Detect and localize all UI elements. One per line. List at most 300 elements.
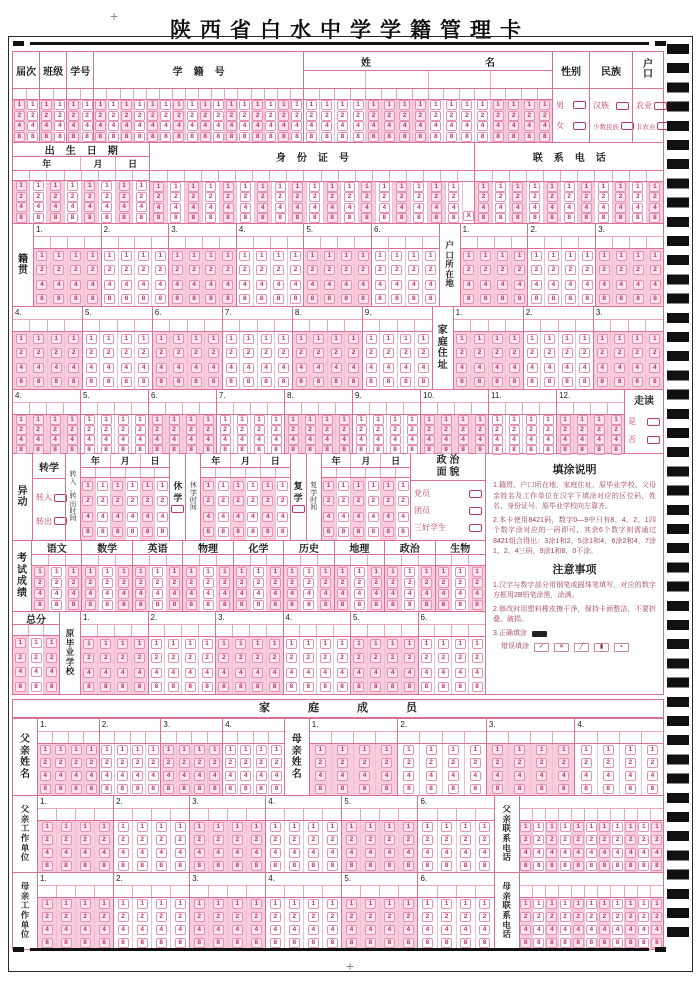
bubble-2[interactable]: 2 [252, 653, 263, 663]
bubble-8[interactable]: 8 [368, 132, 379, 142]
bubble-8[interactable]: 8 [509, 377, 520, 387]
bubble-4[interactable]: 4 [168, 668, 179, 678]
bubble-4[interactable]: 4 [225, 771, 236, 781]
bubble-1[interactable]: 1 [323, 481, 334, 491]
bubble-4[interactable]: 4 [470, 771, 481, 781]
bubble-1[interactable]: 1 [520, 822, 531, 832]
bubble-4[interactable]: 4 [132, 771, 143, 781]
write-cell[interactable] [102, 237, 118, 248]
bubble-2[interactable]: 2 [137, 835, 148, 845]
bubble-1[interactable]: 1 [101, 181, 112, 191]
bubble-4[interactable]: 4 [68, 121, 79, 131]
bubble-4[interactable]: 4 [187, 121, 198, 131]
bubble-4[interactable]: 4 [101, 771, 112, 781]
bubble-2[interactable]: 2 [384, 912, 395, 922]
bubble-8[interactable]: 8 [616, 294, 627, 304]
bubble-2[interactable]: 2 [239, 265, 250, 275]
bubble-8[interactable]: 8 [226, 132, 237, 142]
write-cell[interactable] [81, 625, 97, 636]
bubble-8[interactable]: 8 [495, 213, 506, 223]
bubble-1[interactable]: 1 [117, 745, 128, 755]
bubble-8[interactable]: 8 [84, 445, 95, 455]
bubble-2[interactable]: 2 [232, 835, 243, 845]
bubble-2[interactable]: 2 [365, 912, 376, 922]
bubble-1[interactable]: 1 [278, 334, 289, 344]
bubble-1[interactable]: 1 [404, 639, 415, 649]
bubble-4[interactable]: 4 [142, 512, 153, 522]
bubble-8[interactable]: 8 [68, 600, 79, 610]
write-cell[interactable] [13, 171, 29, 180]
bubble-1[interactable]: 1 [179, 745, 190, 755]
write-cell[interactable] [253, 732, 268, 743]
bubble-4[interactable]: 4 [108, 121, 119, 131]
bubble-8[interactable]: 8 [121, 377, 132, 387]
write-cell[interactable] [470, 320, 488, 331]
bubble-1[interactable]: 1 [236, 567, 247, 577]
bubble-4[interactable]: 4 [271, 771, 282, 781]
bubble-2[interactable]: 2 [108, 111, 119, 121]
bubble-2[interactable]: 2 [403, 835, 414, 845]
bubble-8[interactable]: 8 [148, 784, 159, 794]
write-cell[interactable] [437, 403, 454, 414]
write-cell[interactable] [375, 732, 397, 743]
bubble-2[interactable]: 2 [413, 192, 424, 202]
bubble-1[interactable]: 1 [546, 822, 557, 832]
bubble-4[interactable]: 4 [101, 435, 112, 445]
bubble-2[interactable]: 2 [33, 348, 44, 358]
bubble-1[interactable]: 1 [121, 100, 132, 110]
write-cell[interactable] [53, 89, 67, 99]
bubble-1[interactable]: 1 [86, 334, 97, 344]
bubble-8[interactable]: 8 [138, 377, 149, 387]
bubble-1[interactable]: 1 [270, 822, 281, 832]
bubble-1[interactable]: 1 [478, 182, 489, 192]
write-cell[interactable] [199, 403, 216, 414]
bubble-1[interactable]: 1 [68, 567, 79, 577]
bubble-1[interactable]: 1 [275, 182, 286, 192]
write-cell[interactable] [130, 732, 145, 743]
bubble-4[interactable]: 4 [173, 363, 184, 373]
bubble-8[interactable]: 8 [147, 132, 158, 142]
bubble-1[interactable]: 1 [138, 334, 149, 344]
bubble-2[interactable]: 2 [381, 758, 392, 768]
bubble-8[interactable]: 8 [365, 861, 376, 871]
bubble-4[interactable]: 4 [560, 848, 571, 858]
bubble-8[interactable]: 8 [422, 861, 433, 871]
bubble-4[interactable]: 4 [68, 589, 79, 599]
bubble-4[interactable]: 4 [121, 121, 132, 131]
bubble-4[interactable]: 4 [200, 121, 211, 131]
bubble-2[interactable]: 2 [527, 348, 538, 358]
bubble-8[interactable]: 8 [33, 377, 44, 387]
bubble-1[interactable]: 1 [156, 899, 167, 909]
bubble-4[interactable]: 4 [463, 280, 474, 290]
bubble-4[interactable]: 4 [85, 589, 96, 599]
write-cell[interactable] [145, 732, 160, 743]
bubble-1[interactable]: 1 [84, 181, 95, 191]
write-cell[interactable] [436, 555, 452, 565]
bubble-4[interactable]: 4 [320, 668, 331, 678]
write-cell[interactable] [545, 809, 558, 820]
bubble-8[interactable]: 8 [387, 600, 398, 610]
write-cell[interactable] [412, 89, 428, 99]
bubble-4[interactable]: 4 [403, 848, 414, 858]
bubble-2[interactable]: 2 [84, 192, 95, 202]
bubble-8[interactable]: 8 [514, 294, 525, 304]
bubble-2[interactable]: 2 [152, 578, 163, 588]
bubble-1[interactable]: 1 [118, 415, 129, 425]
bubble-2[interactable]: 2 [68, 111, 79, 121]
bubble-4[interactable]: 4 [529, 203, 540, 213]
bubble-8[interactable]: 8 [379, 213, 390, 223]
bubble-8[interactable]: 8 [421, 600, 432, 610]
bubble-2[interactable]: 2 [121, 265, 132, 275]
bubble-8[interactable]: 8 [413, 213, 424, 223]
bubble-8[interactable]: 8 [633, 294, 644, 304]
bubble-1[interactable]: 1 [384, 822, 395, 832]
bubble-2[interactable]: 2 [324, 265, 335, 275]
write-cell[interactable] [28, 625, 44, 635]
bubble-8[interactable]: 8 [134, 132, 145, 142]
bubble-2[interactable]: 2 [327, 835, 338, 845]
bubble-8[interactable]: 8 [112, 527, 123, 537]
bubble-2[interactable]: 2 [446, 111, 457, 121]
write-cell[interactable] [596, 237, 612, 248]
write-cell[interactable] [223, 320, 239, 331]
write-cell[interactable] [287, 237, 304, 248]
bubble-2[interactable]: 2 [431, 192, 442, 202]
bubble-8[interactable]: 8 [479, 938, 490, 948]
bubble-2[interactable]: 2 [353, 653, 364, 663]
bubble-1[interactable]: 1 [54, 100, 65, 110]
bubble-4[interactable]: 4 [564, 203, 575, 213]
write-cell[interactable] [264, 89, 277, 99]
bubble-4[interactable]: 4 [118, 925, 129, 935]
bubble-8[interactable]: 8 [50, 213, 61, 223]
bubble-8[interactable]: 8 [478, 213, 489, 223]
bubble-2[interactable]: 2 [61, 912, 72, 922]
bubble-4[interactable]: 4 [497, 280, 508, 290]
bubble-1[interactable]: 1 [155, 251, 166, 261]
bubble-1[interactable]: 1 [117, 639, 128, 649]
bubble-1[interactable]: 1 [320, 639, 331, 649]
bubble-1[interactable]: 1 [327, 182, 338, 192]
bubble-4[interactable]: 4 [632, 363, 643, 373]
bubble-2[interactable]: 2 [269, 653, 280, 663]
bubble-2[interactable]: 2 [156, 835, 167, 845]
write-cell[interactable] [170, 886, 189, 897]
bubble-1[interactable]: 1 [42, 899, 53, 909]
bubble-4[interactable]: 4 [514, 771, 525, 781]
bubble-1[interactable]: 1 [492, 745, 503, 755]
bubble-1[interactable]: 1 [194, 745, 205, 755]
bubble-2[interactable]: 2 [598, 192, 609, 202]
write-cell[interactable] [646, 171, 663, 181]
bubble-4[interactable]: 4 [384, 925, 395, 935]
bubble-8[interactable]: 8 [303, 682, 314, 692]
bubble-4[interactable]: 4 [291, 121, 302, 131]
bubble-4[interactable]: 4 [582, 280, 593, 290]
bubble-4[interactable]: 4 [543, 435, 554, 445]
write-cell[interactable] [629, 237, 646, 248]
bubble-8[interactable]: 8 [54, 132, 65, 142]
bubble-4[interactable]: 4 [597, 363, 608, 373]
bubble-2[interactable]: 2 [175, 912, 186, 922]
bubble-8[interactable]: 8 [218, 682, 229, 692]
bubble-1[interactable]: 1 [455, 567, 466, 577]
bubble-2[interactable]: 2 [560, 835, 571, 845]
bubble-1[interactable]: 1 [83, 639, 94, 649]
bubble-8[interactable]: 8 [239, 294, 250, 304]
bubble-1[interactable]: 1 [87, 251, 98, 261]
bubble-4[interactable]: 4 [156, 925, 167, 935]
bubble-4[interactable]: 4 [99, 848, 110, 858]
bubble-1[interactable]: 1 [448, 745, 459, 755]
bubble-4[interactable]: 4 [448, 771, 459, 781]
write-cell[interactable] [81, 403, 97, 414]
bubble-8[interactable]: 8 [448, 784, 459, 794]
bubble-8[interactable]: 8 [475, 445, 486, 455]
bubble-8[interactable]: 8 [173, 377, 184, 387]
write-cell[interactable] [218, 171, 235, 181]
bubble-2[interactable]: 2 [396, 192, 407, 202]
bubble-8[interactable]: 8 [189, 294, 200, 304]
bubble-4[interactable]: 4 [586, 848, 597, 858]
bubble-1[interactable]: 1 [544, 334, 555, 344]
bubble-1[interactable]: 1 [99, 822, 110, 832]
bubble-2[interactable]: 2 [408, 265, 419, 275]
bubble-8[interactable]: 8 [404, 682, 415, 692]
bubble-8[interactable]: 8 [288, 445, 299, 455]
write-cell[interactable] [56, 886, 75, 897]
bubble-4[interactable]: 4 [51, 363, 62, 373]
bubble-2[interactable]: 2 [270, 835, 281, 845]
bubble-4[interactable]: 4 [205, 203, 216, 213]
bubble-4[interactable]: 4 [581, 203, 592, 213]
bubble-8[interactable]: 8 [398, 527, 409, 537]
write-cell[interactable] [165, 403, 182, 414]
bubble-2[interactable]: 2 [303, 653, 314, 663]
bubble-8[interactable]: 8 [365, 938, 376, 948]
bubble-1[interactable]: 1 [647, 745, 658, 755]
write-cell[interactable] [331, 732, 353, 743]
write-cell[interactable] [153, 320, 169, 331]
bubble-8[interactable]: 8 [292, 213, 303, 223]
bubble-8[interactable]: 8 [16, 213, 27, 223]
bubble-4[interactable]: 4 [292, 203, 303, 213]
bubble-2[interactable]: 2 [277, 496, 288, 506]
bubble-8[interactable]: 8 [560, 938, 571, 948]
bubble-8[interactable]: 8 [67, 213, 78, 223]
bubble-2[interactable]: 2 [222, 265, 233, 275]
write-cell[interactable] [437, 809, 456, 820]
bubble-1[interactable]: 1 [632, 334, 643, 344]
bubble-8[interactable]: 8 [168, 682, 179, 692]
bubble-8[interactable]: 8 [348, 377, 359, 387]
bubble-2[interactable]: 2 [247, 496, 258, 506]
bubble-1[interactable]: 1 [455, 639, 466, 649]
write-cell[interactable] [401, 625, 418, 636]
bubble-2[interactable]: 2 [341, 265, 352, 275]
write-cell[interactable] [257, 320, 274, 331]
bubble-2[interactable]: 2 [226, 348, 237, 358]
bubble-1[interactable]: 1 [337, 100, 348, 110]
write-cell[interactable] [169, 320, 186, 331]
bubble-2[interactable]: 2 [338, 496, 349, 506]
write-cell[interactable] [266, 555, 283, 565]
bubble-2[interactable]: 2 [148, 758, 159, 768]
bubble-1[interactable]: 1 [474, 334, 485, 344]
bubble-4[interactable]: 4 [99, 925, 110, 935]
bubble-8[interactable]: 8 [651, 938, 662, 948]
write-cell[interactable] [454, 320, 471, 331]
bubble-8[interactable]: 8 [611, 445, 622, 455]
bubble-1[interactable]: 1 [612, 899, 623, 909]
bubble-4[interactable]: 4 [257, 203, 268, 213]
bubble-4[interactable]: 4 [625, 925, 636, 935]
bubble-2[interactable]: 2 [370, 653, 381, 663]
bubble-4[interactable]: 4 [560, 925, 571, 935]
bubble-1[interactable]: 1 [85, 567, 96, 577]
bubble-8[interactable]: 8 [100, 682, 111, 692]
write-cell[interactable] [237, 237, 253, 248]
bubble-4[interactable]: 4 [179, 771, 190, 781]
bubble-4[interactable]: 4 [16, 435, 27, 445]
write-cell[interactable] [75, 886, 94, 897]
bubble-2[interactable]: 2 [472, 578, 483, 588]
write-cell[interactable] [418, 555, 435, 565]
bubble-1[interactable]: 1 [34, 567, 45, 577]
bubble-8[interactable]: 8 [175, 861, 186, 871]
write-cell[interactable] [389, 171, 406, 181]
bubble-2[interactable]: 2 [209, 758, 220, 768]
bubble-8[interactable]: 8 [31, 682, 42, 692]
write-cell[interactable] [140, 468, 155, 477]
bubble-2[interactable]: 2 [303, 578, 314, 588]
bubble-4[interactable]: 4 [456, 363, 467, 373]
bubble-2[interactable]: 2 [151, 653, 162, 663]
write-cell[interactable] [169, 237, 185, 248]
bubble-4[interactable]: 4 [202, 668, 213, 678]
bubble-1[interactable]: 1 [271, 745, 282, 755]
bubble-2[interactable]: 2 [313, 348, 324, 358]
bubble-1[interactable]: 1 [99, 899, 110, 909]
bubble-8[interactable]: 8 [117, 682, 128, 692]
write-cell[interactable] [396, 89, 412, 99]
bubble-8[interactable]: 8 [533, 861, 544, 871]
write-cell[interactable] [405, 237, 422, 248]
write-cell[interactable] [115, 171, 132, 180]
write-cell[interactable] [322, 886, 341, 897]
bubble-4[interactable]: 4 [270, 848, 281, 858]
write-cell[interactable] [571, 886, 584, 897]
write-cell[interactable] [43, 625, 59, 635]
bubble-2[interactable]: 2 [404, 653, 415, 663]
bubble-1[interactable]: 1 [68, 100, 79, 110]
bubble-4[interactable]: 4 [337, 771, 348, 781]
bubble-8[interactable]: 8 [460, 938, 471, 948]
bubble-8[interactable]: 8 [118, 861, 129, 871]
bubble-8[interactable]: 8 [219, 600, 230, 610]
bubble-4[interactable]: 4 [119, 202, 130, 212]
bubble-1[interactable]: 1 [147, 100, 158, 110]
write-cell[interactable] [522, 403, 539, 414]
bubble-4[interactable]: 4 [441, 848, 452, 858]
bubble-8[interactable]: 8 [327, 938, 338, 948]
write-cell[interactable] [216, 555, 233, 565]
bubble-1[interactable]: 1 [558, 745, 569, 755]
bubble-2[interactable]: 2 [232, 912, 243, 922]
bubble-2[interactable]: 2 [441, 425, 452, 435]
bubble-8[interactable]: 8 [61, 861, 72, 871]
write-cell[interactable] [207, 732, 222, 743]
write-cell[interactable] [234, 555, 250, 565]
bubble-8[interactable]: 8 [441, 445, 452, 455]
bubble-8[interactable]: 8 [615, 213, 626, 223]
bubble-1[interactable]: 1 [51, 334, 62, 344]
bubble-4[interactable]: 4 [213, 121, 224, 131]
bubble-2[interactable]: 2 [539, 111, 550, 121]
write-cell[interactable] [167, 171, 184, 181]
bubble-2[interactable]: 2 [546, 835, 557, 845]
bubble-2[interactable]: 2 [243, 348, 254, 358]
bubble-1[interactable]: 1 [358, 251, 369, 261]
bubble-8[interactable]: 8 [136, 213, 147, 223]
bubble-8[interactable]: 8 [307, 294, 318, 304]
bubble-4[interactable]: 4 [547, 203, 558, 213]
bubble-8[interactable]: 8 [172, 294, 183, 304]
write-cell[interactable] [47, 320, 64, 331]
write-cell[interactable] [442, 732, 464, 743]
bubble-4[interactable]: 4 [289, 848, 300, 858]
bubble-2[interactable]: 2 [582, 265, 593, 275]
bubble-4[interactable]: 4 [358, 280, 369, 290]
bubble-1[interactable]: 1 [407, 415, 418, 425]
bubble-2[interactable]: 2 [322, 425, 333, 435]
bubble-2[interactable]: 2 [308, 912, 319, 922]
bubble-2[interactable]: 2 [632, 348, 643, 358]
bubble-4[interactable]: 4 [514, 280, 525, 290]
bubble-8[interactable]: 8 [179, 784, 190, 794]
bubble-4[interactable]: 4 [324, 280, 335, 290]
bubble-8[interactable]: 8 [121, 132, 132, 142]
write-cell[interactable] [322, 468, 336, 477]
bubble-4[interactable]: 4 [80, 925, 91, 935]
bubble-8[interactable]: 8 [309, 213, 320, 223]
bubble-1[interactable]: 1 [456, 334, 467, 344]
bubble-8[interactable]: 8 [547, 213, 558, 223]
bubble-8[interactable]: 8 [202, 682, 213, 692]
bubble-2[interactable]: 2 [421, 653, 432, 663]
bubble-4[interactable]: 4 [252, 121, 263, 131]
bubble-1[interactable]: 1 [492, 415, 503, 425]
bubble-1[interactable]: 1 [169, 415, 180, 425]
bubble-2[interactable]: 2 [155, 265, 166, 275]
bubble-1[interactable]: 1 [101, 415, 112, 425]
bubble-1[interactable]: 1 [365, 899, 376, 909]
bubble-4[interactable]: 4 [524, 121, 535, 131]
write-cell[interactable] [29, 320, 46, 331]
bubble-1[interactable]: 1 [356, 415, 367, 425]
write-cell[interactable] [202, 237, 219, 248]
write-cell[interactable] [610, 809, 623, 820]
write-cell[interactable] [56, 809, 75, 820]
bubble-1[interactable]: 1 [271, 415, 282, 425]
bubble-2[interactable]: 2 [278, 111, 289, 121]
bubble-4[interactable]: 4 [213, 848, 224, 858]
bubble-2[interactable]: 2 [548, 265, 559, 275]
write-cell[interactable] [223, 732, 237, 743]
